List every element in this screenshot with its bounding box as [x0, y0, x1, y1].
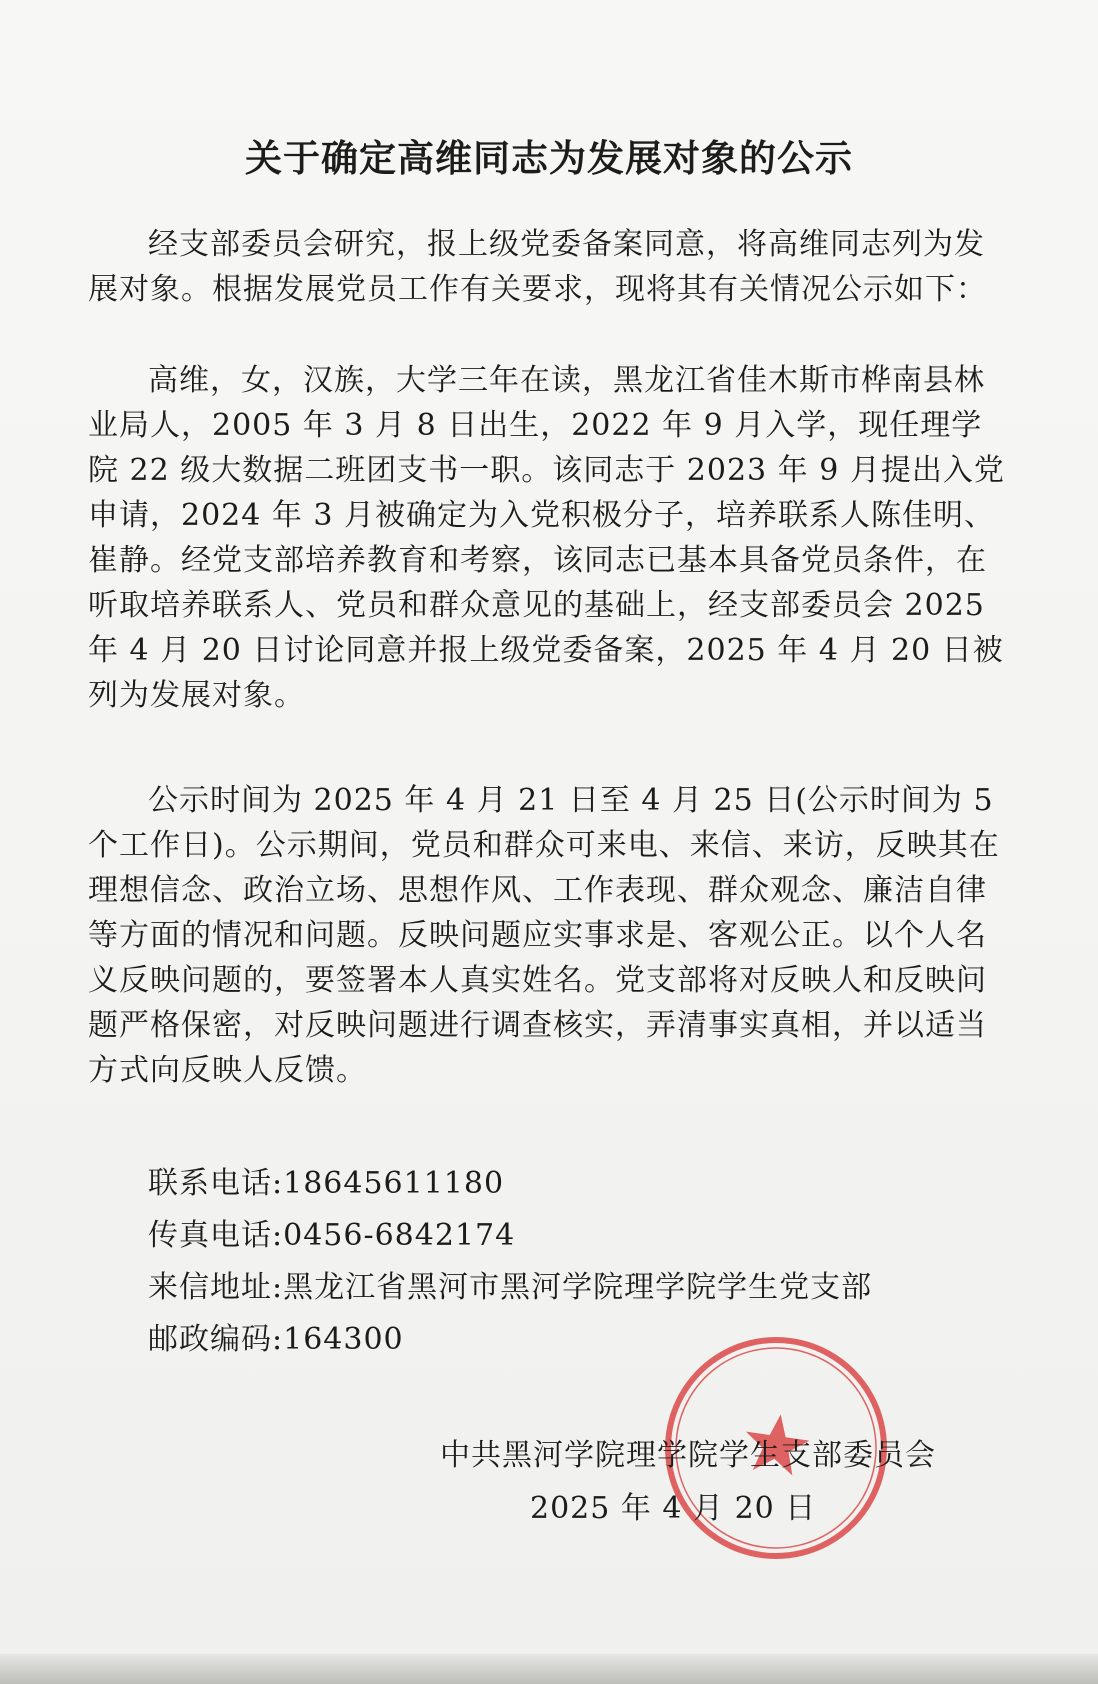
- contact-address: 来信地址:黑龙江省黑河市黑河学院理学院学生党支部: [148, 1270, 873, 1305]
- intro-paragraph: [88, 222, 1008, 312]
- publicity-period-paragraph: [88, 778, 1008, 1093]
- contact-phone: 联系电话:18645611180: [148, 1166, 505, 1201]
- candidate-info-paragraph: [88, 358, 1008, 718]
- document-title: 关于确定高维同志为发展对象的公示: [245, 136, 853, 180]
- scan-edge: [0, 1654, 1098, 1684]
- signature-organization: 中共黑河学院理学院学生支部委员会: [440, 1438, 936, 1473]
- paragraph-text: 高维，女，汉族，大学三年在读，黑龙江省佳木斯市桦南县林业局人，2005 年 3 月 8 日出生，2022 年 9 月入学，现任理学院 22 级大数据二班团支书一职。该同志于 2023 年 9 月提出入党申请，2024 年 3 月被确定为入党积极分子，培养联系人陈佳明、崔静。经党支部培养教育和考察，该同志已基本具备党员条件，在听取培养联系人、党员和群众意见的基础上，经支部委员会 2025 年 4 月 20 日讨论同意并报上级党委备案，2025 年 4 月 20 日被列为发展对象。: [88, 363, 1005, 713]
- contact-fax: 传真电话:0456-6842174: [148, 1218, 516, 1253]
- contact-postcode: 邮政编码:164300: [148, 1322, 404, 1357]
- paragraph-text: 经支部委员会研究，报上级党委备案同意，将高维同志列为发展对象。根据发展党员工作有关要求，现将其有关情况公示如下：: [88, 227, 987, 307]
- signature-date: 2025 年 4 月 20 日: [530, 1491, 817, 1526]
- paragraph-text: 公示时间为 2025 年 4 月 21 日至 4 月 25 日(公示时间为 5 个工作日)。公示期间，党员和群众可来电、来信、来访，反映其在理想信念、政治立场、思想作风、工作表现、群众观念、廉洁自律等方面的情况和问题。反映问题应实事求是、客观公正。以个人名义反映问题的，要签署本人真实姓名。党支部将对反映人和反映问题严格保密，对反映问题进行调查核实，弄清事实真相，并以适当方式向反映人反馈。: [88, 783, 1000, 1088]
